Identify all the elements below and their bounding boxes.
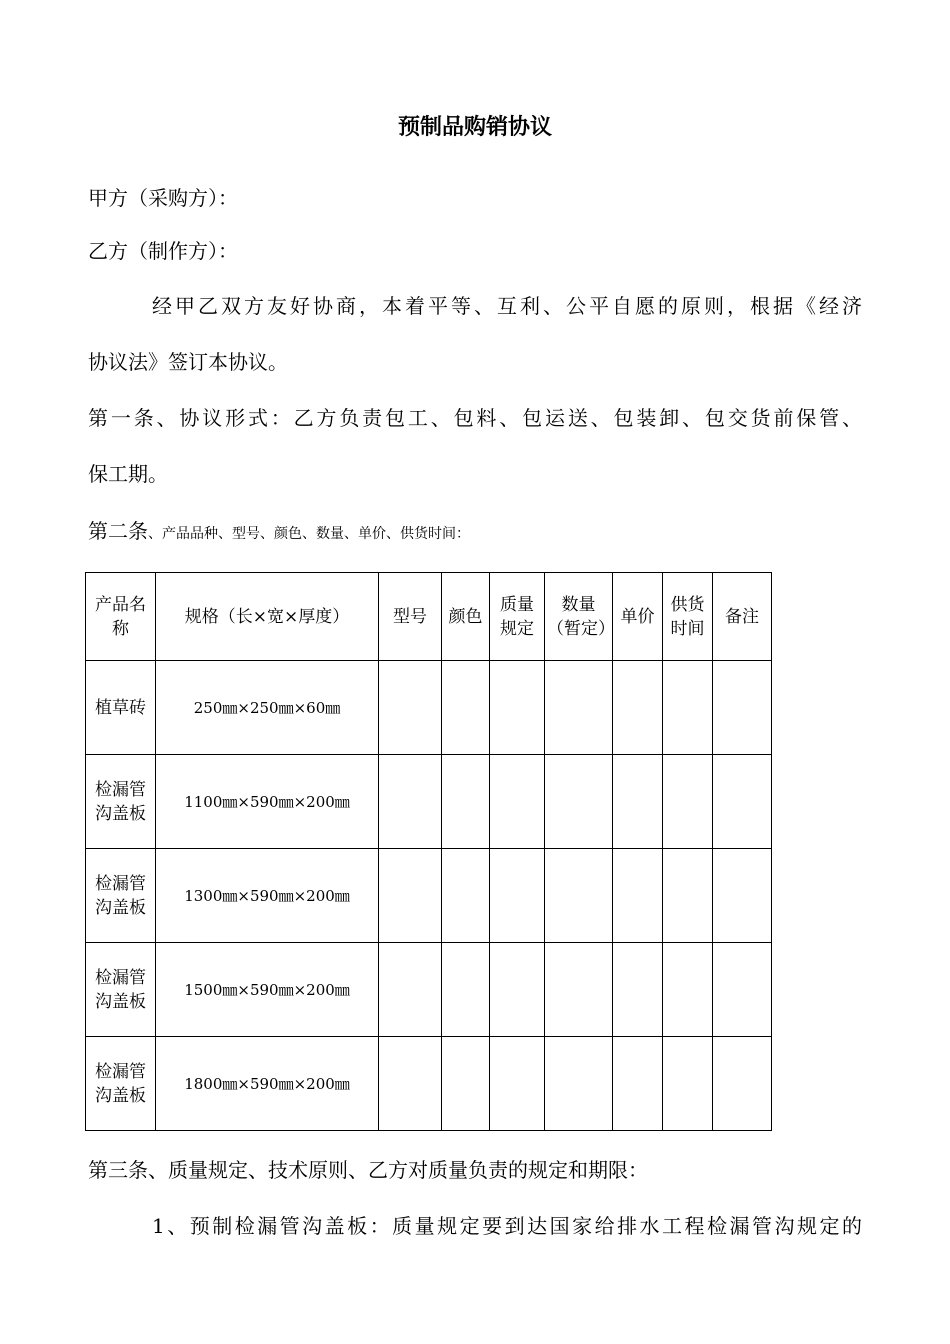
cell-unit-price (613, 755, 663, 849)
article-2-lead: 第二条 (88, 519, 148, 543)
header-color: 颜色 (442, 573, 490, 661)
cell-quality (490, 943, 545, 1037)
cell-quality (490, 1037, 545, 1131)
header-unit-price: 单价 (613, 573, 663, 661)
preamble-line-2: 协议法》签订本协议。 (88, 350, 288, 374)
cell-unit-price (613, 849, 663, 943)
cell-color (442, 755, 490, 849)
cell-remark (713, 661, 772, 755)
header-supply-time: 供货时间 (663, 573, 713, 661)
table-row (86, 1037, 772, 1131)
cell-color (442, 1037, 490, 1131)
preamble-line-1: 经甲乙双方友好协商，本着平等、互利、公平自愿的原则，根据《经济 (152, 294, 862, 318)
cell-product: 检漏管沟盖板 (86, 849, 156, 943)
cell-color (442, 849, 490, 943)
cell-unit-price (613, 1037, 663, 1131)
cell-product: 检漏管沟盖板 (86, 943, 156, 1037)
article-1-line-1: 第一条、协议形式：乙方负责包工、包料、包运送、包装卸、包交货前保管、 (88, 406, 862, 430)
cell-supply-time (663, 943, 713, 1037)
cell-quantity (545, 755, 613, 849)
cell-quality (490, 755, 545, 849)
cell-supply-time (663, 849, 713, 943)
cell-model (379, 1037, 442, 1131)
header-quality: 质量规定 (490, 573, 545, 661)
table-row (86, 661, 772, 755)
cell-product: 检漏管沟盖板 (86, 1037, 156, 1131)
cell-unit-price (613, 943, 663, 1037)
cell-color (442, 661, 490, 755)
cell-remark (713, 1037, 772, 1131)
article-3-heading: 第三条、质量规定、技术原则、乙方对质量负责的规定和期限： (88, 1158, 648, 1182)
cell-size: 250㎜×250㎜×60㎜ (156, 661, 379, 755)
cell-supply-time (663, 1037, 713, 1131)
article-2-rest: 、产品品种、型号、颜色、数量、单价、供货时间： (148, 526, 470, 542)
cell-model (379, 755, 442, 849)
cell-supply-time (663, 755, 713, 849)
cell-remark (713, 943, 772, 1037)
document-title: 预制品购销协议 (397, 115, 552, 140)
header-remark: 备注 (713, 573, 772, 661)
table-row (86, 943, 772, 1037)
table-row (86, 755, 772, 849)
cell-remark (713, 755, 772, 849)
header-quantity: 数量（暂定） (545, 573, 613, 661)
cell-product: 检漏管沟盖板 (86, 755, 156, 849)
cell-size: 1800㎜×590㎜×200㎜ (156, 1037, 379, 1131)
cell-size: 1500㎜×590㎜×200㎜ (156, 943, 379, 1037)
party-b-label: 乙方（制作方）： (88, 239, 238, 263)
cell-size: 1300㎜×590㎜×200㎜ (156, 849, 379, 943)
cell-supply-time (663, 661, 713, 755)
cell-product: 植草砖 (86, 661, 156, 755)
cell-quality (490, 849, 545, 943)
cell-model (379, 849, 442, 943)
article-2-heading (88, 517, 470, 548)
header-product: 产品名称 (86, 573, 156, 661)
cell-quantity (545, 1037, 613, 1131)
cell-quantity (545, 943, 613, 1037)
cell-unit-price (613, 661, 663, 755)
cell-remark (713, 849, 772, 943)
table-header-row (86, 573, 772, 661)
header-size: 规格（长×宽×厚度） (156, 573, 379, 661)
cell-quantity (545, 849, 613, 943)
cell-model (379, 661, 442, 755)
cell-quality (490, 661, 545, 755)
article-1-line-2: 保工期。 (88, 462, 168, 486)
cell-quantity (545, 661, 613, 755)
table-row (86, 849, 772, 943)
header-model: 型号 (379, 573, 442, 661)
article-3-item-1: 1、预制检漏管沟盖板：质量规定要到达国家给排水工程检漏管沟规定的 (152, 1214, 862, 1238)
party-a-label: 甲方（采购方）： (88, 186, 238, 210)
cell-model (379, 943, 442, 1037)
cell-color (442, 943, 490, 1037)
cell-size: 1100㎜×590㎜×200㎜ (156, 755, 379, 849)
product-spec-table (85, 572, 772, 1131)
